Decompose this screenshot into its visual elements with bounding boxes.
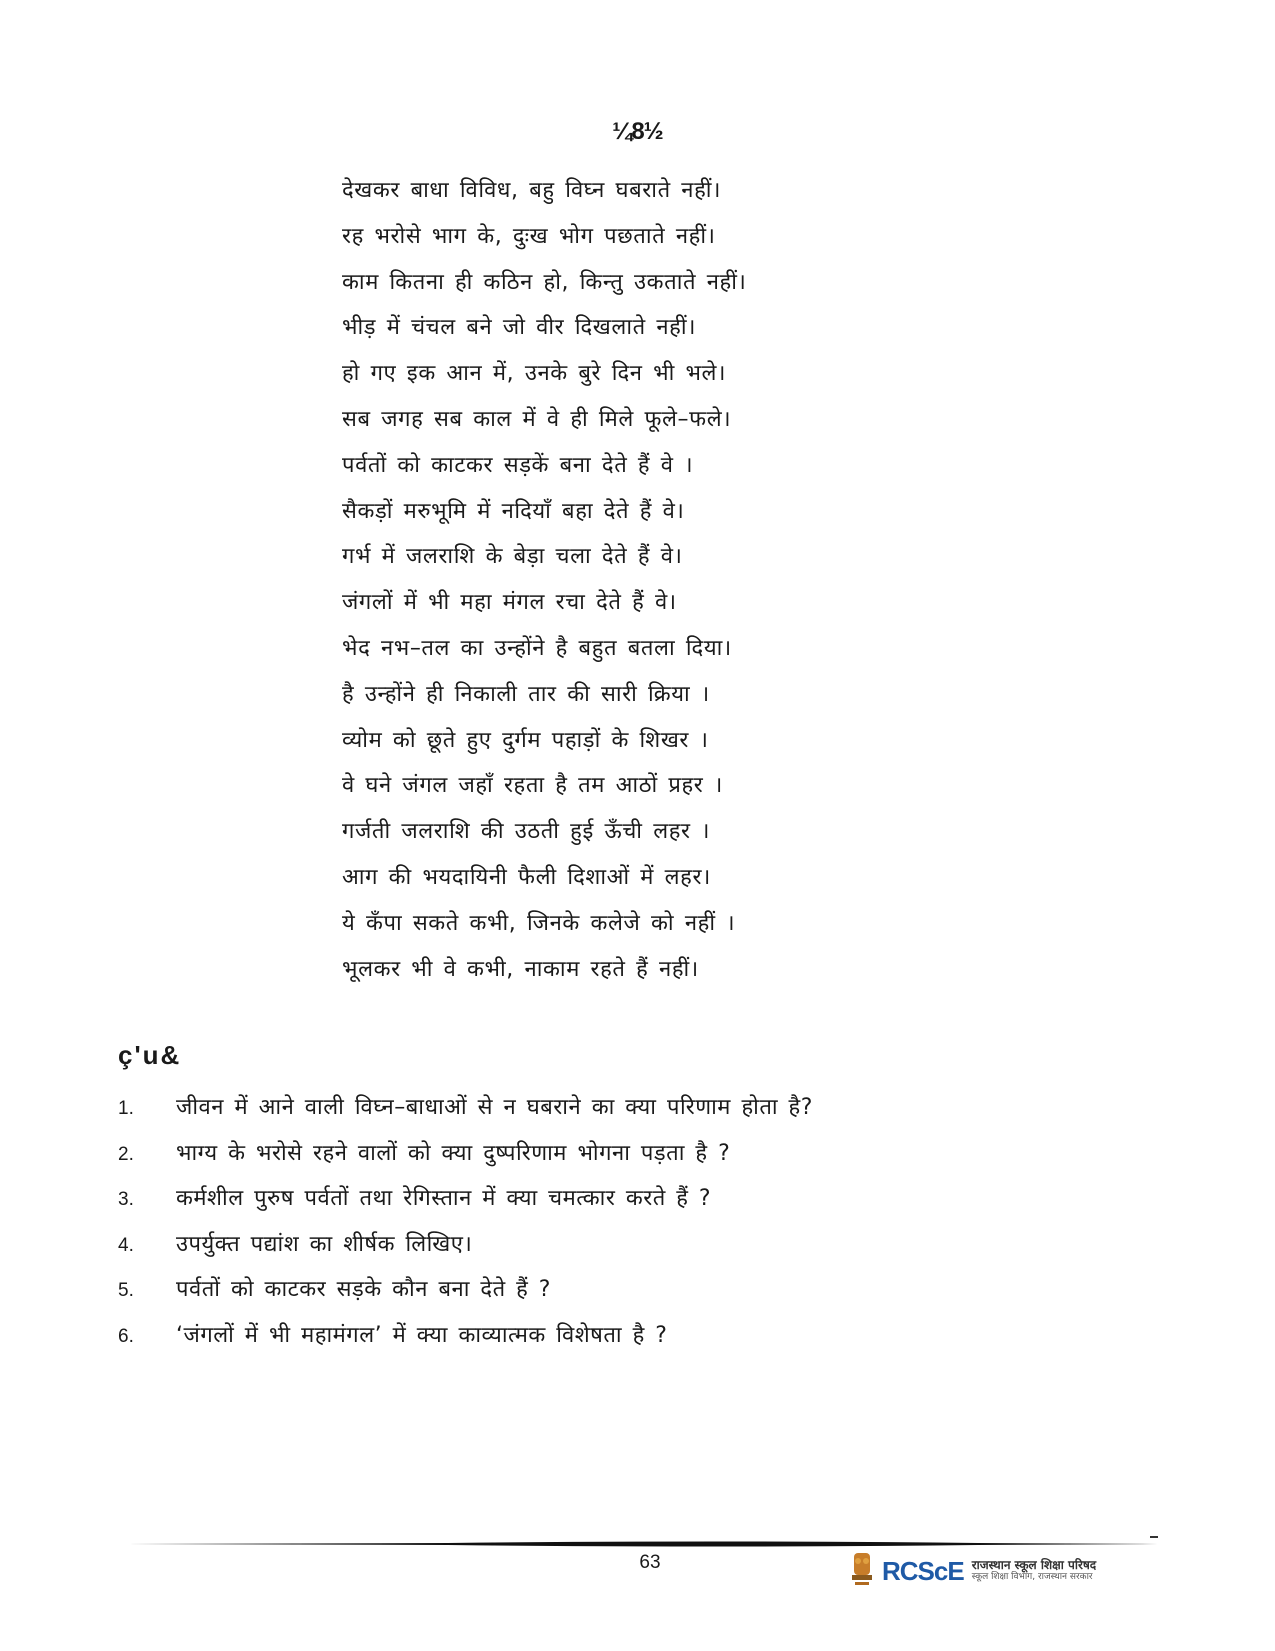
question-item [118, 1085, 1118, 1131]
poem-line: ये कँपा सकते कभी, जिनके कलेजे को नहीं । [342, 910, 736, 936]
questions-heading: ç'u& [118, 1040, 182, 1070]
state-emblem-icon [848, 1551, 876, 1591]
poem-line: काम कितना ही कठिन हो, किन्तु उकताते नहीं। [342, 269, 747, 295]
poem-line: आग की भयदायिनी फैली दिशाओं में लहर। [342, 864, 711, 890]
poem-line: सब जगह सब काल में वे ही मिले फूले–फले। [342, 406, 732, 432]
poem-line: वे घने जंगल जहाँ रहता है तम आठों प्रहर । [342, 773, 723, 799]
question-item [118, 1131, 1118, 1177]
logo-acronym: RCScE [882, 1555, 964, 1586]
question-item [118, 1176, 1118, 1222]
question-number: 6. [118, 1325, 134, 1347]
question-text: जीवन में आने वाली विघ्न–बाधाओं से न घबराने का क्या परिणाम होता है? [176, 1095, 813, 1120]
poem-line: रह भरोसे भाग के, दुःख भोग पछताते नहीं। [342, 223, 716, 249]
poem-line: जंगलों में भी महा मंगल रचा देते हैं वे। [342, 590, 677, 616]
poem-line: पर्वतों को काटकर सड़कें बना देते हैं वे । [342, 452, 694, 478]
question-text: कर्मशील पुरुष पर्वतों तथा रेगिस्तान में क्या चमत्कार करते हैं ? [176, 1186, 712, 1212]
question-number: 3. [118, 1189, 134, 1211]
footer-rule [118, 1540, 1158, 1548]
page-marker: ¼8½ [612, 118, 663, 145]
question-item [118, 1267, 1118, 1313]
question-item [118, 1222, 1118, 1268]
poem-line: हो गए इक आन में, उनके बुरे दिन भी भले। [342, 361, 727, 387]
question-text: पर्वतों को काटकर सड़के कौन बना देते हैं ? [176, 1277, 551, 1303]
page-number: 63 [639, 1552, 661, 1573]
question-text: भाग्य के भरोसे रहने वालों को क्या दुष्परिणाम भोगना पड़ता है ? [176, 1140, 731, 1166]
question-number: 2. [118, 1143, 134, 1165]
question-item [118, 1313, 1118, 1359]
question-text: ‘जंगलों में भी महामंगल’ में क्या काव्यात्मक विशेषता है ? [176, 1322, 668, 1348]
poem-line: भेद नभ–तल का उन्होंने है बहुत बतला दिया। [342, 635, 732, 661]
logo-text [972, 1559, 1096, 1582]
question-number: 5. [118, 1280, 134, 1302]
poem-line: सैकड़ों मरुभूमि में नदियाँ बहा देते हैं वे। [342, 498, 685, 524]
logo-name: राजस्थान स्कूल शिक्षा परिषद [971, 1558, 1097, 1573]
poem-line: देखकर बाधा विविध, बहु विघ्न घबराते नहीं। [342, 178, 722, 203]
poem-block [342, 168, 902, 992]
question-number: 1. [118, 1098, 134, 1119]
question-number: 4. [118, 1234, 134, 1256]
logo-subtitle: स्कूल शिक्षा विभाग, राजस्थान सरकार [971, 1571, 1093, 1582]
poem-line: गर्जती जलराशि की उठती हुई ऊँची लहर । [342, 819, 711, 845]
poem-line: भीड़ में चंचल बने जो वीर दिखलाते नहीं। [342, 315, 697, 341]
footer-dash [1150, 1536, 1158, 1538]
question-text: उपर्युक्त पद्यांश का शीर्षक लिखिए। [176, 1231, 473, 1257]
poem-line: गर्भ में जलराशि के बेड़ा चला देते हैं वे। [342, 544, 683, 570]
poem-line: व्योम को छूते हुए दुर्गम पहाड़ों के शिखर । [342, 727, 709, 753]
poem-line: है उन्होंने ही निकाली तार की सारी क्रिया । [342, 681, 710, 707]
rcsce-logo [848, 1549, 1133, 1593]
questions-list [118, 1085, 1118, 1359]
poem-line: भूलकर भी वे कभी, नाकाम रहते हैं नहीं। [342, 956, 699, 982]
